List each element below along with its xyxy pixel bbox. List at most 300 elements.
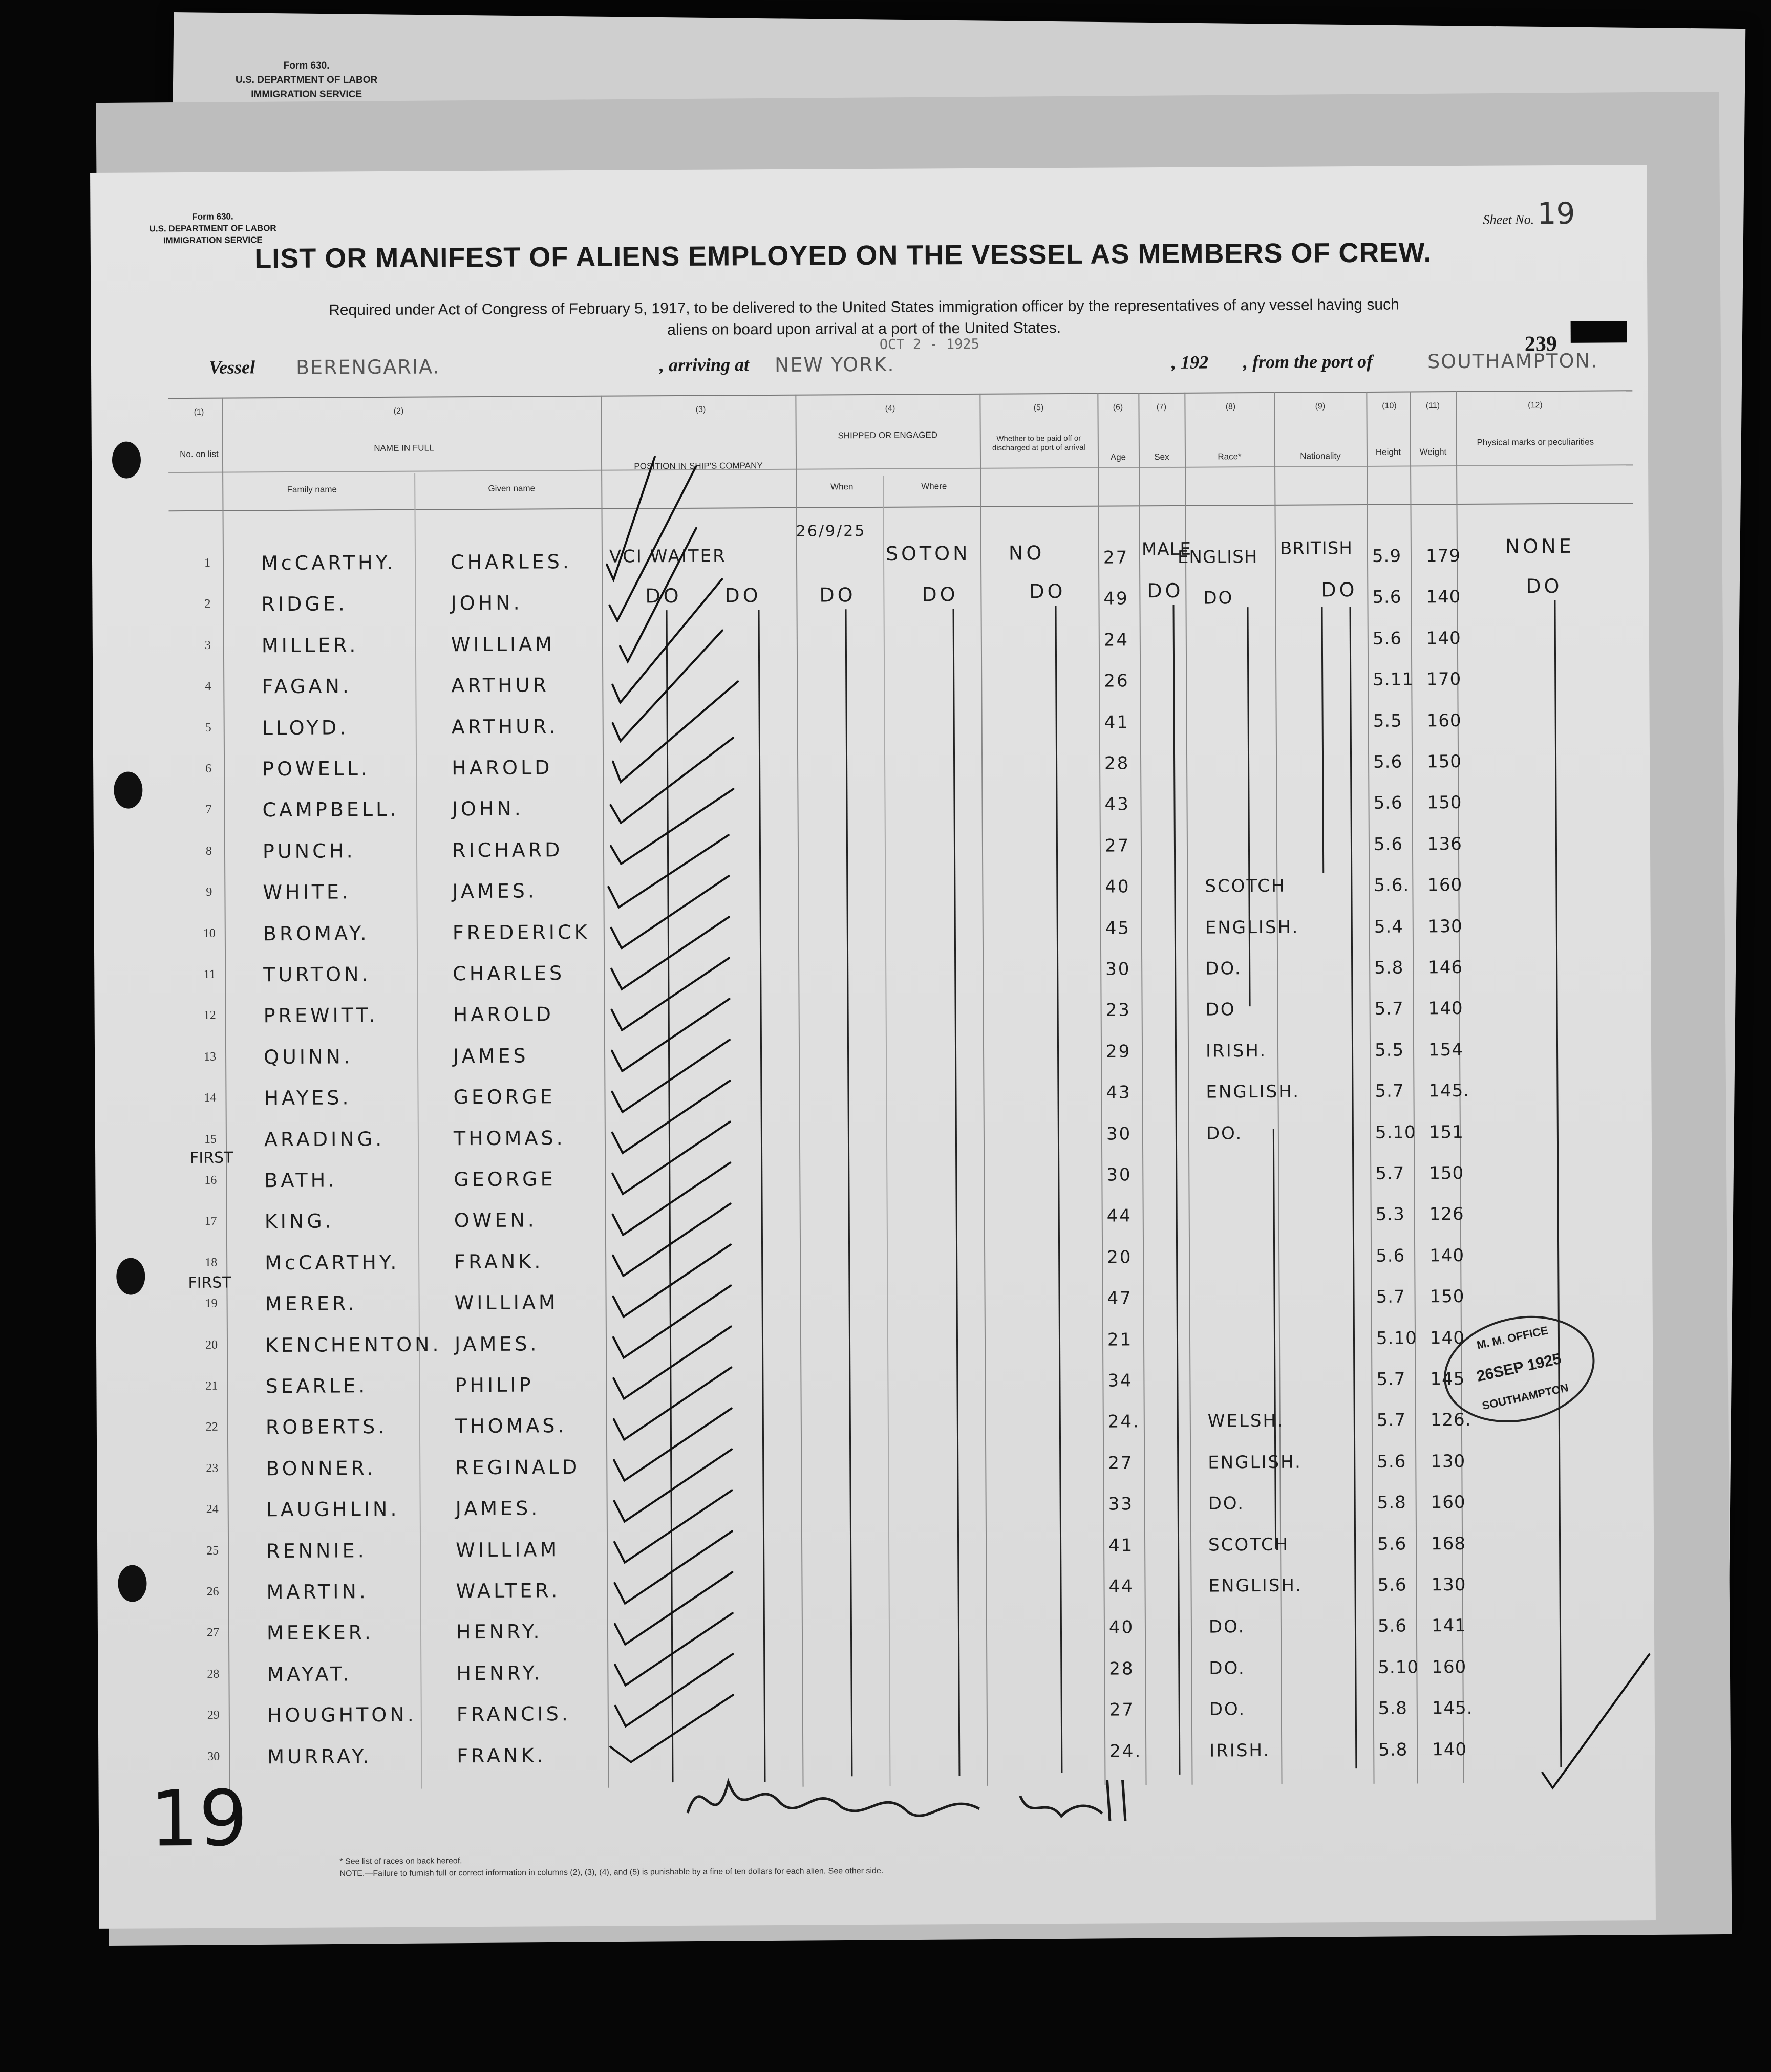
row-height: 5.5 [1373, 710, 1402, 731]
row-height: 5.7 [1376, 1286, 1405, 1308]
row-family: McCARTHY. [265, 1250, 400, 1275]
row1-where: SOTON [885, 542, 971, 565]
row1-nationality: BRITISH [1279, 538, 1353, 559]
row-race: ENGLISH. [1205, 917, 1299, 938]
row-height: 5.3 [1375, 1204, 1405, 1225]
row-given: REGINALD [455, 1455, 581, 1479]
row-number: 1 [204, 556, 211, 570]
row-weight: 141 [1431, 1615, 1466, 1636]
row-number: 16 [204, 1173, 217, 1187]
row-height: 5.8 [1378, 1698, 1407, 1719]
first-annotation: FIRST [190, 1149, 233, 1167]
row-age: 40 [1105, 876, 1130, 897]
from-label: , from the port of [1243, 351, 1373, 373]
check-mark [612, 1081, 730, 1153]
row-weight: 136 [1427, 833, 1462, 855]
row-given: RICHARD [452, 838, 563, 862]
row-given: GEORGE [453, 1085, 556, 1109]
row-weight: 140 [1429, 1327, 1465, 1348]
row1-paid-off: NO [1008, 542, 1045, 565]
row-given: CHARLES. [450, 550, 572, 574]
row-number: 13 [204, 1050, 217, 1064]
row-family: MEEKER. [266, 1621, 374, 1645]
column-divider [979, 394, 988, 1786]
header-given-name: Given name [488, 483, 536, 493]
row-number: 6 [205, 762, 212, 775]
row-height: 5.9 [1372, 546, 1402, 567]
binder-hole [112, 441, 141, 478]
row-weight: 140 [1429, 1245, 1465, 1266]
column-divider [222, 398, 230, 1790]
row-race: DO. [1205, 958, 1242, 979]
row-number: 11 [203, 967, 216, 981]
row-number: 23 [206, 1461, 219, 1475]
check-mark [611, 917, 730, 989]
back-form-service: IMMIGRATION SERVICE [251, 89, 362, 100]
check-mark [612, 681, 738, 782]
row-age: 27 [1103, 547, 1129, 568]
back-sheet-form-block [236, 59, 377, 102]
check-mark [611, 958, 730, 1030]
row-given: GEORGE [454, 1168, 556, 1191]
row-age: 45 [1105, 917, 1131, 939]
row-given: JOHN. [452, 797, 524, 821]
row-height: 5.6 [1373, 751, 1403, 772]
header-rule [168, 464, 1633, 473]
row1-position: VCI WAITER [609, 546, 727, 567]
row-weight: 140 [1426, 628, 1461, 649]
check-mark [614, 1449, 732, 1521]
row1-physical-marks: NONE [1505, 534, 1574, 558]
manifest-sheet [90, 165, 1656, 1929]
row-height: 5.6 [1376, 1245, 1405, 1266]
row-weight: 150 [1429, 1162, 1464, 1184]
row-family: HOUGHTON. [267, 1703, 417, 1727]
row-age: 43 [1106, 1082, 1132, 1103]
row-number: 27 [206, 1626, 220, 1640]
row-given: HENRY. [456, 1620, 543, 1644]
subtitle-line-2: aliens on board upon arrival at a port of the United States. [667, 319, 1061, 339]
column-number: (8) [1225, 402, 1236, 412]
check-mark [612, 1162, 731, 1235]
row-given: PHILIP [455, 1373, 534, 1397]
row-given: WILLIAM [456, 1538, 560, 1561]
check-mark [613, 1367, 732, 1439]
row-height: 5.10 [1375, 1122, 1416, 1143]
row-weight: 170 [1426, 669, 1462, 690]
row-family: LLOYD. [262, 716, 349, 739]
row-weight: 145 [1430, 1368, 1465, 1390]
check-mark [612, 1040, 730, 1112]
header-weight: Weight [1419, 447, 1447, 457]
row-race: SCOTCH [1208, 1534, 1290, 1556]
row-age: 21 [1107, 1329, 1133, 1350]
row-number: 28 [207, 1667, 220, 1681]
header-sex: Sex [1154, 451, 1169, 462]
column-number: (2) [393, 406, 404, 416]
row-number: 29 [207, 1708, 220, 1722]
row-given: JAMES [453, 1044, 529, 1068]
column-number: (1) [194, 407, 204, 417]
row-height: 5.6 [1372, 628, 1402, 649]
row-height: 5.7 [1375, 1081, 1404, 1102]
signature [688, 1780, 1125, 1823]
row-race: ENGLISH [1177, 547, 1258, 568]
row-age: 28 [1104, 753, 1130, 774]
row-family: QUINN. [263, 1045, 353, 1069]
row-weight: 168 [1431, 1533, 1466, 1554]
row1-when: 26/9/25 [796, 522, 866, 541]
vessel-name: BERENGARIA. [295, 355, 440, 379]
row-weight: 140 [1428, 998, 1463, 1019]
row-family: PREWITT. [263, 1004, 378, 1027]
row-race: DO. [1208, 1493, 1245, 1514]
row-height: 5.8 [1377, 1492, 1406, 1514]
row-number: 4 [205, 679, 211, 694]
row-race: DO. [1209, 1699, 1246, 1720]
check-mark [612, 999, 730, 1071]
row-weight: 150 [1429, 1286, 1465, 1307]
row-age: 20 [1107, 1247, 1133, 1268]
check-mark [614, 1572, 733, 1644]
header-when: When [830, 482, 854, 492]
row-weight: 130 [1427, 916, 1463, 937]
vessel-label: Vessel [208, 357, 255, 378]
redaction-mark [1571, 321, 1627, 343]
row-weight: 145. [1432, 1698, 1473, 1719]
row-age: 24. [1109, 1740, 1142, 1762]
row-weight: 146 [1428, 957, 1463, 978]
row-family: BONNER. [266, 1456, 376, 1480]
row-race: DO. [1208, 1616, 1246, 1637]
row-race: SCOTCH [1205, 875, 1286, 897]
row-number: 10 [203, 926, 216, 940]
row-race: ENGLISH. [1208, 1452, 1302, 1473]
row-family: KING. [264, 1210, 334, 1233]
row-race: ENGLISH. [1208, 1575, 1303, 1596]
row-given: FREDERICK [452, 920, 590, 944]
row-age: 24 [1103, 630, 1129, 651]
row-age: 27 [1104, 835, 1130, 856]
row-family: MAYAT. [267, 1663, 352, 1686]
row-height: 5.6 [1372, 587, 1402, 608]
header-physical-marks: Physical marks or peculiarities [1477, 437, 1594, 447]
row-age: 30 [1106, 1164, 1132, 1185]
row-weight: 160 [1426, 710, 1462, 731]
row-height: 5.7 [1374, 998, 1404, 1020]
ditto-line [666, 610, 674, 1782]
check-mark [615, 1613, 733, 1685]
row-number: 7 [205, 803, 212, 817]
header-bottom-rule [168, 503, 1633, 511]
row-given: WILLIAM [451, 633, 556, 656]
row-age: 47 [1107, 1288, 1133, 1309]
row-age: 44 [1106, 1205, 1133, 1227]
header-no-on-list: No. on list [180, 449, 219, 460]
subtitle-line-1: Required under Act of Congress of February 5, 1917, to be delivered to the United States immigration officer by the representatives of any vessel having such [329, 296, 1399, 319]
row2-when-ditto: DO [819, 584, 856, 607]
row-given: FRANK. [457, 1743, 546, 1767]
corner-sheet-mark: 19 [150, 1774, 248, 1864]
row-given: HENRY. [456, 1661, 543, 1685]
row-family: SEARLE. [265, 1374, 368, 1398]
row-weight: 126. [1430, 1410, 1471, 1431]
row-height: 5.6 [1373, 834, 1403, 855]
row-weight: 140 [1432, 1739, 1467, 1760]
row-given: ARTHUR. [451, 715, 559, 738]
row2-position-ditto: DO [724, 584, 761, 607]
row-given: FRANCIS. [456, 1702, 571, 1726]
check-mark [615, 1654, 733, 1726]
check-mark [612, 1121, 731, 1194]
column-divider [795, 395, 803, 1787]
row-race: IRISH. [1205, 1040, 1267, 1062]
row-number: 15 [204, 1132, 217, 1146]
header-nationality: Nationality [1300, 451, 1341, 461]
ditto-line [1172, 605, 1180, 1775]
footnote-penalty: NOTE.—Failure to furnish full or correct information in columns (2), (3), (4), and (5) is punishable by a fine of ten dollars for each alien. See other side. [339, 1866, 884, 1879]
row-height: 5.8 [1378, 1739, 1408, 1760]
row-height: 5.6. [1374, 875, 1410, 896]
row-given: THOMAS. [455, 1414, 567, 1438]
row-given: JOHN. [451, 591, 523, 615]
row-family: MARTIN. [266, 1580, 369, 1604]
column-divider [1138, 393, 1146, 1785]
row-number: 25 [206, 1544, 219, 1558]
row-given: JAMES. [452, 879, 538, 903]
row2-sex-ditto: DO [1147, 579, 1184, 602]
row2-marks-ditto: DO [1526, 574, 1563, 598]
row-weight: 126 [1429, 1204, 1464, 1225]
form-service: IMMIGRATION SERVICE [163, 235, 263, 246]
row-height: 5.7 [1376, 1369, 1406, 1390]
column-number: (10) [1382, 401, 1397, 411]
row-given: JAMES. [454, 1332, 540, 1355]
row-age: 43 [1104, 794, 1130, 815]
row-family: RENNIE. [266, 1539, 367, 1562]
sheet-number-label: Sheet No. [1483, 212, 1534, 227]
column-number: (4) [885, 404, 895, 413]
row-number: 19 [205, 1297, 218, 1311]
check-mark [613, 1326, 732, 1398]
row-height: 5.6 [1377, 1574, 1407, 1595]
row-number: 14 [204, 1091, 217, 1105]
row-height: 5.5 [1374, 1040, 1404, 1061]
column-number: (12) [1528, 401, 1543, 410]
row-age: 44 [1108, 1576, 1134, 1597]
ditto-line [758, 610, 766, 1782]
row-height: 5.8 [1374, 957, 1404, 978]
check-mark [614, 1490, 733, 1562]
row-age: 40 [1108, 1617, 1135, 1638]
ditto-line [1247, 607, 1251, 1006]
sheet-number-value: 19 [1537, 196, 1575, 231]
row-number: 3 [204, 638, 211, 652]
column-number: (6) [1113, 403, 1123, 412]
row-height: 5.6 [1377, 1451, 1406, 1472]
row-family: MILLER. [261, 634, 359, 657]
row-family: ROBERTS. [265, 1415, 388, 1439]
check-mark [613, 1244, 731, 1316]
row-weight: 179 [1425, 545, 1461, 567]
row-number: 12 [203, 1009, 216, 1023]
check-mark [614, 1531, 733, 1603]
row-family: POWELL. [262, 757, 371, 781]
row-weight: 160 [1431, 1492, 1466, 1513]
column-divider [601, 396, 609, 1788]
row-race: DO. [1209, 1658, 1246, 1679]
row-number: 30 [207, 1750, 220, 1763]
row-age: 23 [1105, 1000, 1132, 1021]
row-number: 20 [205, 1338, 218, 1352]
row-age: 24. [1107, 1411, 1141, 1432]
check-mark [610, 738, 734, 823]
row-family: LAUGHLIN. [266, 1498, 400, 1521]
row-number: 9 [206, 885, 212, 899]
check-mark [611, 876, 729, 948]
row-race: DO [1203, 588, 1234, 609]
check-mark [613, 1285, 731, 1357]
column-number: (5) [1033, 403, 1044, 413]
arriving-port: NEW YORK. [774, 353, 895, 376]
row-family: TURTON. [263, 963, 371, 986]
ditto-line [1273, 1129, 1276, 1549]
first-annotation: FIRST [188, 1274, 231, 1292]
row-height: 5.4 [1374, 916, 1403, 937]
row-race: IRISH. [1209, 1740, 1271, 1761]
row-weight: 160 [1432, 1656, 1467, 1678]
row-age: 27 [1109, 1699, 1135, 1720]
row-family: PUNCH. [262, 839, 356, 863]
row-number: 21 [205, 1379, 218, 1393]
row-number: 5 [205, 721, 211, 735]
column-divider [1410, 391, 1418, 1783]
row-weight: 151 [1428, 1121, 1464, 1142]
back-form-number: Form 630. [283, 60, 330, 71]
footnote [339, 1853, 883, 1881]
row-weight: 154 [1428, 1039, 1464, 1061]
row-race: DO [1205, 999, 1236, 1020]
row-height: 5.7 [1376, 1410, 1406, 1431]
year-label: , 192 [1171, 352, 1209, 373]
row-family: RIDGE. [261, 592, 348, 616]
row-age: 30 [1106, 1123, 1132, 1145]
row-family: FAGAN. [262, 675, 352, 698]
header-paid-off: Whether to be paid off or discharged at port of arrival [992, 434, 1085, 452]
row-weight: 145. [1428, 1081, 1470, 1102]
binder-hole [118, 1565, 146, 1602]
sheet-number [1483, 196, 1575, 231]
row-age: 49 [1103, 588, 1129, 610]
ditto-line [1321, 607, 1325, 873]
row-family: MURRAY. [267, 1744, 372, 1768]
arriving-label: , arriving at [659, 354, 750, 376]
row-family: ARADING. [264, 1127, 385, 1151]
ditto-line [1055, 606, 1062, 1773]
row-given: JAMES. [455, 1497, 541, 1520]
row-age: 28 [1109, 1658, 1135, 1679]
row-given: OWEN. [454, 1208, 537, 1232]
row-given: HAROLD [453, 1003, 554, 1026]
row-height: 5.10 [1376, 1328, 1417, 1349]
manifest-title: LIST OR MANIFEST OF ALIENS EMPLOYED ON THE VESSEL AS MEMBERS OF CREW. [254, 237, 1432, 274]
ditto-line [953, 609, 961, 1776]
check-mark [614, 1408, 732, 1480]
row-height: 5.10 [1378, 1657, 1419, 1678]
table-top-rule [168, 390, 1632, 399]
ditto-line [1350, 607, 1357, 1768]
row-weight: 130 [1431, 1451, 1466, 1472]
header-height: Height [1375, 447, 1401, 457]
row-family: BATH. [264, 1169, 337, 1192]
closing-check-mark [1542, 1654, 1650, 1788]
header-shipped-engaged: SHIPPED OR ENGAGED [838, 430, 938, 441]
row-age: 41 [1108, 1535, 1134, 1556]
check-mark [610, 789, 734, 864]
row1-sex: MALE [1141, 538, 1192, 560]
row2-position-ditto: DO [645, 584, 682, 608]
row-number: 24 [206, 1502, 219, 1517]
row-height: 5.11 [1373, 669, 1414, 690]
column-divider [883, 476, 890, 1786]
departure-port: SOUTHAMPTON. [1427, 349, 1598, 373]
row-age: 41 [1104, 711, 1130, 733]
row-given: WILLIAM [454, 1291, 559, 1314]
row-family: WHITE. [263, 880, 352, 904]
row-age: 29 [1105, 1041, 1132, 1062]
row-age: 34 [1107, 1370, 1133, 1391]
binder-hole [116, 1258, 145, 1294]
row-given: HAROLD [452, 756, 553, 780]
column-number: (7) [1156, 402, 1167, 412]
ditto-line [845, 609, 853, 1776]
row-height: 5.6 [1373, 792, 1403, 814]
row-number: 17 [204, 1215, 217, 1228]
row-weight: 140 [1426, 587, 1461, 608]
row-given: WALTER. [456, 1579, 561, 1603]
row-given: THOMAS. [453, 1126, 566, 1150]
column-number: (9) [1315, 402, 1326, 411]
ditto-line [1554, 600, 1562, 1767]
column-number: (3) [695, 405, 706, 414]
arrival-date-stamp: OCT 2 - 1925 [879, 336, 979, 353]
row2-nationality-ditto: DO [1321, 578, 1358, 601]
row-number: 26 [206, 1585, 219, 1599]
row-height: 5.6 [1377, 1534, 1407, 1555]
row-race: ENGLISH. [1206, 1081, 1300, 1103]
footnote-races: * See list of races on back hereof. [339, 1857, 462, 1866]
row-weight: 130 [1431, 1574, 1466, 1595]
row-age: 26 [1104, 671, 1129, 692]
stamp-office: M. M. OFFICE [1475, 1324, 1549, 1352]
row-age: 27 [1108, 1453, 1134, 1474]
vessel-line [208, 349, 1598, 382]
form-department: U.S. DEPARTMENT OF LABOR [149, 223, 276, 234]
header-race: Race* [1218, 451, 1242, 462]
check-mark [613, 1203, 731, 1276]
header-where: Where [921, 481, 947, 491]
row-family: CAMPBELL. [262, 798, 399, 822]
row-family: McCARTHY. [261, 551, 396, 575]
form-header-block [149, 210, 276, 246]
row-height: 5.6 [1377, 1615, 1407, 1637]
stamp-date: 26SEP 1925 [1475, 1350, 1563, 1385]
row-number: 2 [204, 597, 211, 611]
row-family: KENCHENTON. [265, 1333, 442, 1356]
row-number: 8 [205, 844, 212, 858]
row-race: DO. [1206, 1123, 1243, 1144]
row-age: 33 [1108, 1494, 1134, 1515]
